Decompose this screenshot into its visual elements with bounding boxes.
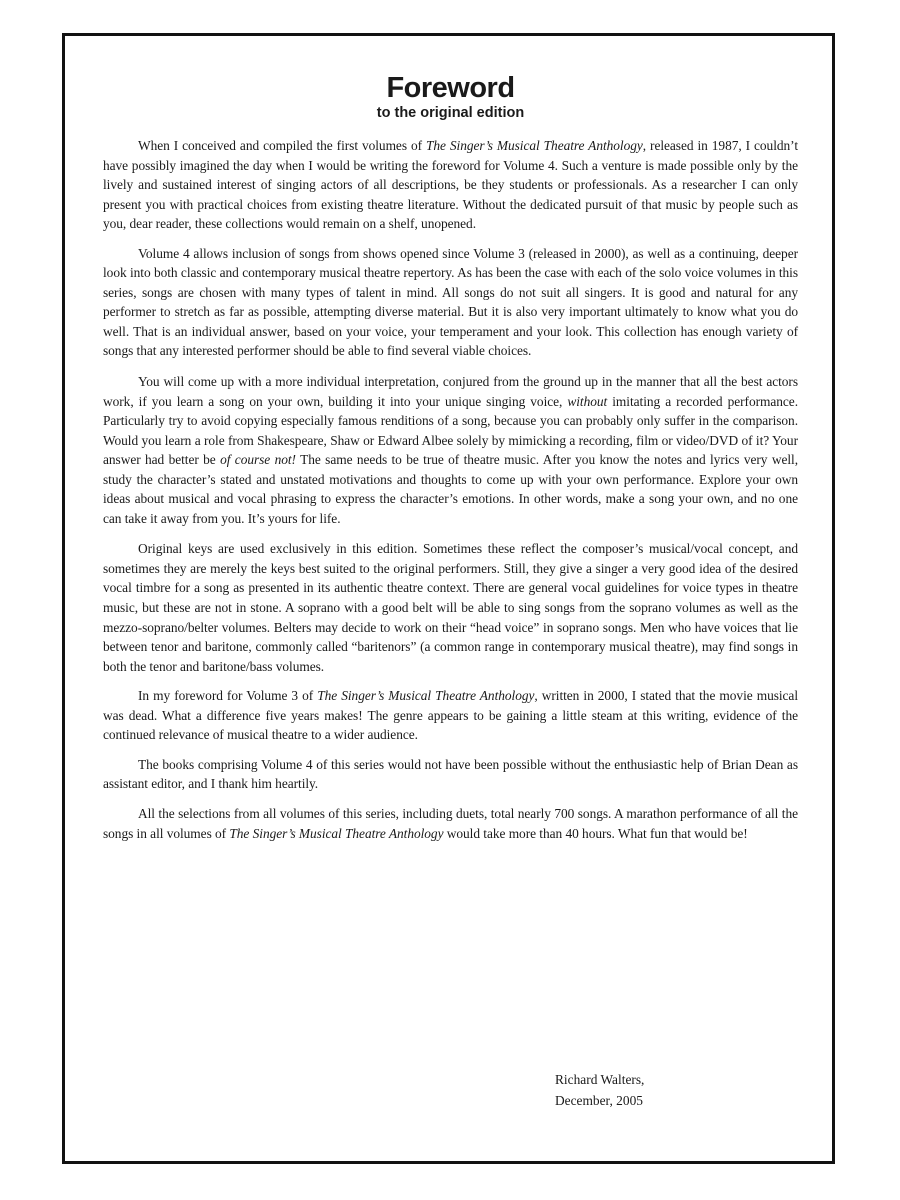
paragraph-1 xyxy=(103,136,798,234)
signature-date: December, 2005 xyxy=(555,1093,643,1108)
text-run: Original keys are used exclusively in this edition. Sometimes these reflect the composer’s musical/vocal concept, and sometimes they are merely the keys best suited to the original performers. Still, they give a singer a very good idea of the desired vocal timbre for a song as presented in its authentic theatre context. There are general vocal guidelines for voice types in theatre music, but these are not in stone. A soprano with a good belt will be able to sing songs from the soprano volumes as well as the mezzo-soprano/belter volumes. Belters may decide to work on their “head voice” in soprano songs. Men who have voices that lie between tenor and baritone, commonly called “baritenors” (a common range in contemporary musical theatre), may find songs in both the tenor and baritone/bass volumes. xyxy=(103,541,798,674)
italic-text-run: The Singer’s Musical Theatre Anthology xyxy=(229,825,444,841)
page-border xyxy=(62,33,835,1164)
text-run: imitating a recorded performance. Particularly try to avoid copying especially famous renditions of a song, because you can probably only suffer in the comparison. Would you learn a role from Shakespeare, Shaw or Edward Albee solely by mimicking a recording, film or video/DVD of it? Your answer had better be xyxy=(103,393,798,468)
text-run: In my foreword for Volume 3 of xyxy=(138,688,318,704)
text-run: would take more than 40 hours. What fun that would be! xyxy=(443,825,748,841)
paragraph-2 xyxy=(103,244,798,361)
text-run: The same needs to be true of theatre music. After you know the notes and lyrics very well, study the character’s stated and unstated motivations and thoughts to come up with your own performance. Explore your own ideas about musical and vocal phrasing to express the character’s emotions. In other words, make a song your own, and no one can take it away from you. It’s yours for life. xyxy=(103,452,798,526)
text-run: Volume 4 allows inclusion of songs from shows opened since Volume 3 (released in 2000), as well as a continuing, deeper look into both classic and contemporary musical theatre repertory. As has been the case with each of the solo voice volumes in this series, songs are chosen with many types of talent in mind. All songs do not suit all singers. It is good and natural for any performer to stretch as far as possible, attempting diverse material. But it is also very important ultimately to know what you do well. That is an individual answer, based on your voice, your temperament and your look. This collection has enough variety of songs that any interested performer should be able to find several viable choices. xyxy=(103,245,798,359)
paragraph-7 xyxy=(103,804,798,843)
author-name: Richard Walters, xyxy=(555,1072,645,1087)
text-run: You will come up with a more individual interpretation, conjured from the ground up in the manner that all the best actors work, if you learn a song on your own, building it into your unique singing voice, xyxy=(103,374,798,409)
foreword-content xyxy=(103,72,798,853)
paragraph-6 xyxy=(103,755,798,794)
page-title: Foreword xyxy=(386,72,515,104)
signature-block xyxy=(555,1069,644,1111)
italic-text-run: without xyxy=(567,393,608,409)
paragraph-5 xyxy=(103,686,798,745)
paragraph-3 xyxy=(103,372,798,528)
italic-text-run: The Singer’s Musical Theatre Anthology xyxy=(426,138,643,153)
text-run: When I conceived and compiled the first volumes of xyxy=(138,138,426,153)
italic-text-run: of course not! xyxy=(220,452,296,468)
text-run: All the selections from all volumes of this series, including duets, total nearly 700 songs. A marathon performance of all the songs in all volumes of xyxy=(103,805,798,841)
text-run: , released in 1987, I couldn’t have possibly imagined the day when I would be writing the foreword for Volume 4. Such a venture is made possible only by the lively and sustained interest of singing actors of all descriptions, be they students or professionals. As a researcher I can only present you with practical choices from existing theatre literature. Without the dedicated pursuit of that music by people such as you, dear reader, these collections would remain on a shelf, unopened. xyxy=(103,138,798,232)
italic-text-run: The Singer’s Musical Theatre Anthology xyxy=(317,688,535,704)
text-run: , written in 2000, I stated that the movie musical was dead. What a difference five years makes! The genre appears to be gaining a little steam at this writing, evidence of the continued relevance of musical theatre to a wider audience. xyxy=(103,688,798,743)
paragraph-4 xyxy=(103,539,798,676)
page-subtitle: to the original edition xyxy=(376,105,525,121)
text-run: The books comprising Volume 4 of this series would not have been possible without the enthusiastic help of Brian Dean as assistant editor, and I thank him heartily. xyxy=(103,756,798,792)
